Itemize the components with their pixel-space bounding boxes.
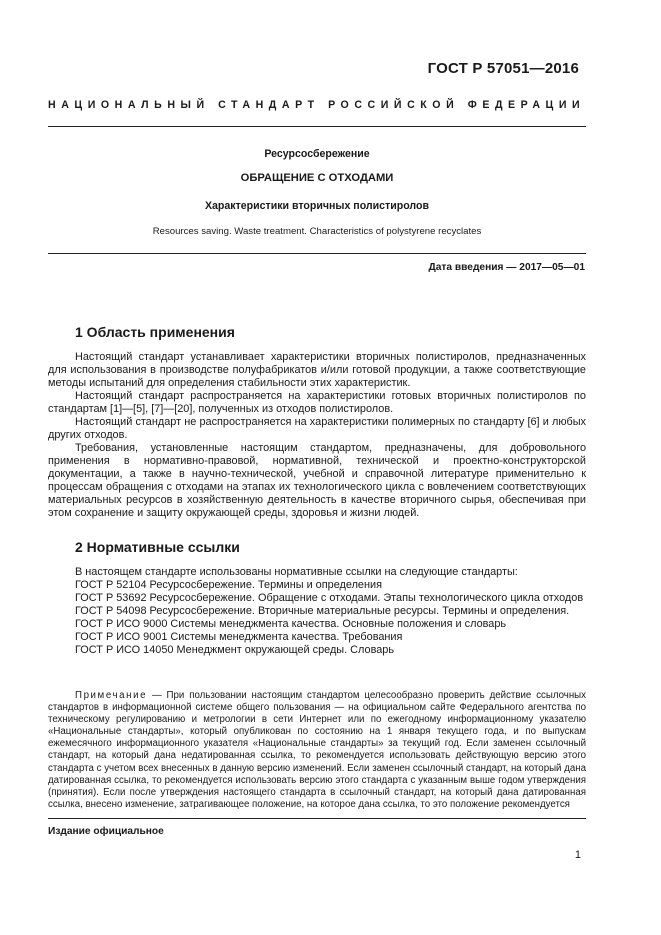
- header-divider: [48, 126, 586, 127]
- reference-item: ГОСТ Р ИСО 9001 Системы менеджмента качества. Требования: [75, 631, 403, 643]
- reference-intro: В настоящем стандарте использованы нормативные ссылки на следующие стандарты:: [75, 566, 518, 578]
- document-subject: Ресурсосбережение: [264, 148, 370, 160]
- document-subtitle: Характеристики вторичных полистиролов: [204, 200, 430, 212]
- note-text: — При пользовании настоящим стандартом целесообразно проверить действие ссылочных стандартов в информационной системе общего пользования — на официальном сайте Федерального агентства по техническому регулированию и метрологии в сети Интернет или по ежегодному информационному указателю «Национальные стандарты», который опубликован по состоянию на 1 января текущего года, и по выпускам ежемесячного информационного указателя «Национальные стандарты» за текущий год. Если заменен ссылочный стандарт, на который дана недатированная ссылка, то рекомендуется использовать действующую версию этого стандарта с учетом всех внесенных в данную версию изменений. Если заменен ссылочный стандарт, на который дана датированная ссылка, то рекомендуется использовать версию этого стандарта с указанным выше годом утверждения (принятия). Если после утверждения настоящего стандарта в ссылочный стандарт, на который дана датированная ссылка, внесено изменение, затрагивающее положение, на которое дана ссылка, то это положение рекомендуется: [48, 690, 586, 810]
- title-divider: [48, 253, 586, 254]
- reference-item: ГОСТ Р ИСО 9000 Системы менеджмента качества. Основные положения и словарь: [75, 618, 507, 630]
- footer-divider: [48, 818, 586, 819]
- section-2-body: [48, 566, 586, 657]
- section-2-title: 2 Нормативные ссылки: [75, 539, 240, 555]
- document-code: ГОСТ Р 57051—2016: [427, 60, 579, 77]
- note-label: Примечание: [75, 690, 148, 701]
- reference-item: ГОСТ Р 54098 Ресурсосбережение. Вторичные материальные ресурсы. Термины и определения.: [75, 605, 570, 617]
- reference-item: ГОСТ Р 53692 Ресурсосбережение. Обращение с отходами. Этапы технологического цикла отходов: [75, 592, 584, 604]
- reference-item: ГОСТ Р ИСО 14050 Менеджмент окружающей среды. Словарь: [75, 644, 395, 656]
- official-edition-label: Издание официальное: [48, 826, 164, 837]
- paragraph: Настоящий стандарт устанавливает характеристики вторичных полистиролов, предназначенных для использования в производстве полуфабрикатов и/или готовой продукции, а также соответствующие методы испытаний для определения стабильности этих характеристик.: [48, 351, 586, 389]
- paragraph: Настоящий стандарт распространяется на характеристики готовых вторичных полистиролов по стандартам [1]—[5], [7]—[20], полученных из отходов полистиролов.: [48, 390, 586, 415]
- document-title: ОБРАЩЕНИЕ С ОТХОДАМИ: [240, 172, 394, 184]
- reference-item: ГОСТ Р 52104 Ресурсосбережение. Термины и определения: [75, 579, 382, 591]
- page-number: 1: [574, 849, 581, 861]
- note-paragraph: [48, 690, 586, 811]
- paragraph: Настоящий стандарт не распространяется на характеристики полимерных по стандарту [6] и любых других отходов.: [48, 416, 586, 441]
- section-1-body: [48, 351, 586, 520]
- paragraph: Требования, установленные настоящим стандартом, предназначены, для добровольного применения в нормативно-правовой, нормативной, технической и проектно-конструкторской документации, а также в научно-технической, учебной и справочной литературе применительно к процессам обращения с отходами на этапах их технологического цикла с вовлечением соответствующих материальных ресурсов в хозяйственную деятельность в качестве вторичного сырья, обеспечивая при этом сохранение и защиту окружающей среды, здоровья и жизни людей.: [48, 442, 586, 519]
- introduction-date: Дата введения — 2017—05—01: [428, 262, 585, 273]
- national-standard-heading: НАЦИОНАЛЬНЫЙ СТАНДАРТ РОССИЙСКОЙ ФЕДЕРАЦИИ: [48, 99, 586, 111]
- english-title: Resources saving. Waste treatment. Characteristics of polystyrene recyclates: [152, 226, 482, 237]
- section-1-title: 1 Область применения: [75, 324, 235, 340]
